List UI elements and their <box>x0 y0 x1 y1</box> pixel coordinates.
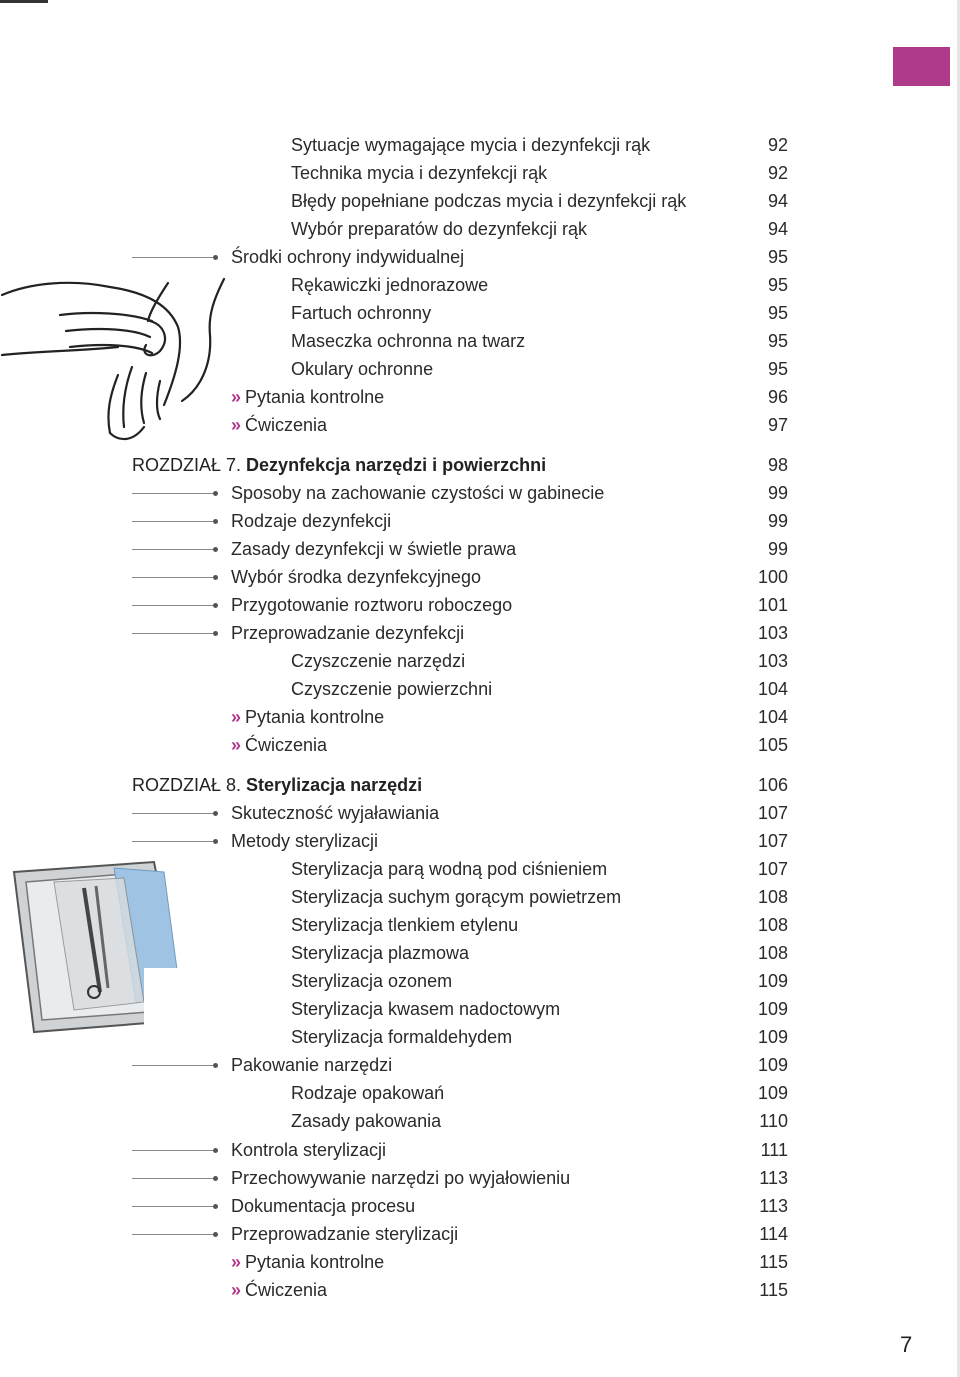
entry-title: Czyszczenie powierzchni <box>291 679 493 699</box>
entry-page-number: 99 <box>767 539 788 559</box>
leader-line <box>132 1178 214 1179</box>
entry-title: Przeprowadzanie dezynfekcji <box>231 623 465 643</box>
leader-line <box>132 1206 214 1207</box>
entry-page-number: 108 <box>757 915 788 935</box>
entry-title: Sterylizacja kwasem nadoctowym <box>291 999 561 1019</box>
entry-page-number: 108 <box>757 887 788 907</box>
entry-title: Skuteczność wyjaławiania <box>231 803 440 823</box>
entry-page-number: 115 <box>759 1252 788 1272</box>
entry-page-number: 94 <box>767 219 788 239</box>
entry-title: Sterylizacja formaldehydem <box>291 1027 513 1047</box>
entry-title: Błędy popełniane podczas mycia i dezynfekcji rąk <box>291 191 687 211</box>
entry-page-number: 111 <box>760 1140 788 1160</box>
entry-page-number: 95 <box>767 303 788 323</box>
leader-line <box>132 549 214 550</box>
double-chevron-icon: » <box>231 735 242 755</box>
entry-title: Okulary ochronne <box>291 359 434 379</box>
entry-title: Pytania kontrolne <box>245 1252 385 1272</box>
double-chevron-icon: » <box>231 1252 242 1272</box>
entry-title: Kontrola sterylizacji <box>231 1140 387 1160</box>
entry-title: Rękawiczki jednorazowe <box>291 275 489 295</box>
entry-page-number: 110 <box>759 1111 788 1131</box>
entry-title: Fartuch ochronny <box>291 303 432 323</box>
leader-line <box>132 257 214 258</box>
entry-title: Środki ochrony indywidualnej <box>231 247 465 267</box>
entry-page-number: 94 <box>767 191 788 211</box>
entry-title: Maseczka ochronna na twarz <box>291 331 526 351</box>
entry-page-number: 107 <box>757 803 788 823</box>
entry-title: Sterylizacja parą wodną pod ciśnieniem <box>291 859 608 879</box>
entry-title: Metody sterylizacji <box>231 831 379 851</box>
entry-page-number: 92 <box>767 163 788 183</box>
entry-page-number: 114 <box>759 1224 788 1244</box>
entry-page-number: 104 <box>757 679 788 699</box>
chapter-title: Sterylizacja narzędzi <box>246 775 423 795</box>
entry-page-number: 106 <box>757 775 788 795</box>
entry-title: Sterylizacja ozonem <box>291 971 453 991</box>
chapter-label: ROZDZIAŁ 8. <box>132 775 242 795</box>
entry-page-number: 97 <box>767 415 788 435</box>
entry-title: Sytuacje wymagające mycia i dezynfekcji rąk <box>291 135 651 155</box>
entry-page-number: 104 <box>757 707 788 727</box>
leader-line <box>132 633 214 634</box>
entry-page-number: 99 <box>767 511 788 531</box>
leader-line <box>132 841 214 842</box>
double-chevron-icon: » <box>231 415 242 435</box>
entry-title: Dokumentacja procesu <box>231 1196 416 1216</box>
entry-title: Sterylizacja plazmowa <box>291 943 470 963</box>
entry-page-number: 98 <box>767 455 788 475</box>
entry-page-number: 95 <box>767 275 788 295</box>
entry-page-number: 92 <box>767 135 788 155</box>
chapter-title: Dezynfekcja narzędzi i powierzchni <box>246 455 547 475</box>
entry-page-number: 109 <box>757 999 788 1019</box>
entry-page-number: 101 <box>757 595 788 615</box>
entry-title: Pytania kontrolne <box>245 707 385 727</box>
entry-page-number: 99 <box>767 483 788 503</box>
entry-page-number: 107 <box>757 831 788 851</box>
entry-page-number: 96 <box>767 387 788 407</box>
leader-line <box>132 521 214 522</box>
entry-page-number: 109 <box>757 1055 788 1075</box>
entry-title: Ćwiczenia <box>245 735 328 755</box>
double-chevron-icon: » <box>231 1280 242 1300</box>
entry-title: Wybór środka dezynfekcyjnego <box>231 567 481 587</box>
entry-title: Rodzaje opakowań <box>291 1083 445 1103</box>
entry-title: Sterylizacja tlenkiem etylenu <box>291 915 519 935</box>
entry-page-number: 105 <box>757 735 788 755</box>
leader-line <box>132 813 214 814</box>
entry-title: Wybór preparatów do dezynfekcji rąk <box>291 219 587 239</box>
entry-title: Zasady dezynfekcji w świetle prawa <box>231 539 517 559</box>
entry-page-number: 115 <box>759 1280 788 1300</box>
chapter-label: ROZDZIAŁ 7. <box>132 455 242 475</box>
entry-title: Technika mycia i dezynfekcji rąk <box>291 163 548 183</box>
entry-title: Przeprowadzanie sterylizacji <box>231 1224 459 1244</box>
page-number: 7 <box>900 1332 913 1357</box>
entry-page-number: 109 <box>757 971 788 991</box>
entry-title: Sterylizacja suchym gorącym powietrzem <box>291 887 622 907</box>
leader-line <box>132 1150 214 1151</box>
leader-line <box>132 1234 214 1235</box>
entry-page-number: 95 <box>767 359 788 379</box>
entry-title: Rodzaje dezynfekcji <box>231 511 392 531</box>
leader-line <box>132 605 214 606</box>
entry-page-number: 109 <box>757 1027 788 1047</box>
entry-page-number: 95 <box>767 247 788 267</box>
entry-page-number: 107 <box>757 859 788 879</box>
entry-page-number: 109 <box>757 1083 788 1103</box>
entry-title: Pakowanie narzędzi <box>231 1055 393 1075</box>
entry-title: Ćwiczenia <box>245 1280 328 1300</box>
double-chevron-icon: » <box>231 387 242 407</box>
entry-page-number: 95 <box>767 331 788 351</box>
entry-title: Pytania kontrolne <box>245 387 385 407</box>
entry-page-number: 108 <box>757 943 788 963</box>
entry-page-number: 103 <box>757 651 788 671</box>
leader-line <box>132 493 214 494</box>
entry-title: Ćwiczenia <box>245 415 328 435</box>
entry-title: Przygotowanie roztworu roboczego <box>231 595 513 615</box>
entry-title: Przechowywanie narzędzi po wyjałowieniu <box>231 1168 571 1188</box>
entry-title: Czyszczenie narzędzi <box>291 651 466 671</box>
double-chevron-icon: » <box>231 707 242 727</box>
entry-page-number: 100 <box>757 567 788 587</box>
entry-page-number: 113 <box>759 1168 788 1188</box>
leader-line <box>132 577 214 578</box>
leader-line <box>132 1065 214 1066</box>
entry-page-number: 103 <box>757 623 788 643</box>
entry-page-number: 113 <box>759 1196 788 1216</box>
entry-title: Sposoby na zachowanie czystości w gabinecie <box>231 483 605 503</box>
entry-title: Zasady pakowania <box>291 1111 442 1131</box>
